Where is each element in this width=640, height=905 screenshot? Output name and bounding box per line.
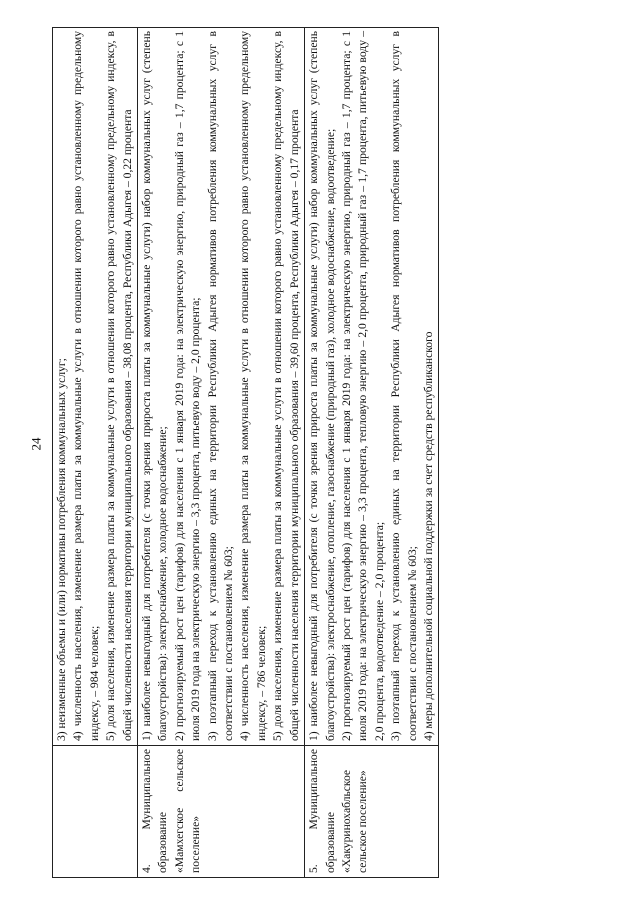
page-number: 24 [28,437,44,451]
condition-item: 2) прогнозируемый рост цен (тарифов) для населения с 1 января 2019 года: на электрическую энергию, природный газ – 1,7 процента; с 1 июля 2019 года: на электрическую энергию – 3,3 процента, тепловую энергию – 2,0 процента, природный газ – 1,7 процента, питьевую воду – 2,0 процента, водоотведение – 2,0 процента; [339,31,386,741]
condition-item: 2) прогнозируемый рост цен (тарифов) для населения с 1 января 2019 года: на электрическую энергию, природный газ – 1,7 процента; с 1 июля 2019 года на электрическую энергию – 3,3 процента, питьевую воду – 2,0 процента; [172,31,203,741]
conditions-cell [138,28,305,746]
municipality-name-cell: 4. Муниципальное образование «Мамхегское сельское поселение» [138,746,305,878]
condition-item: 4) меры дополнительной социальной поддержки за счет средств республиканского [421,331,435,741]
conditions-cell [53,28,138,746]
condition-item: 4) численность населения, изменение размера платы за коммунальные услуги в отношении которого равно установленному предельному индексу, – 786 человек; [238,31,268,741]
rotated-table-sheet [52,28,612,878]
table-row [138,28,305,878]
conditions-cell [305,28,439,746]
condition-item: 4) численность населения, изменение размера платы за коммунальные услуги в отношении которого равно установленному предельному индексу, – 984 человек; [71,31,101,741]
table-row [53,28,138,878]
municipality-name-cell: 5. Муниципальное образование «Хакуринохабльское сельское поселение» [305,746,439,878]
condition-item: 5) доля населения, изменение размера платы за коммунальные услуги в отношении которого равно установленному предельному индексу, в общей численности населения территории муниципального образования – 38,08 процента, Республики Адыгея – 0,22 процента [104,31,134,741]
table-row [305,28,439,878]
municipality-name-cell [53,746,138,878]
condition-item: 3) поэтапный переход к установлению единых на территории Республики Адыгея нормативов потребления коммунальных услуг в соответствии с постановлением № 603; [205,31,236,741]
condition-item: 1) наиболее невыгодный для потребителя (с точки зрения прироста платы за коммунальные услуги) набор коммунальных услуг (степень благоустройства): электроснабжение, отопление, газоснабжение (природный газ), холодное водоснабжение, водоотведение; [307,31,337,741]
condition-item: 3) неизменные объемы и (или) нормативы потребления коммунальных услуг; [55,358,68,741]
indices-table [52,27,439,878]
condition-item: 1) наиболее невыгодный для потребителя (с точки зрения прироста платы за коммунальные услуги) набор коммунальных услуг (степень благоустройства): электроснабжение, холодное водоснабжение; [140,31,170,741]
condition-item: 5) доля населения, изменение размера платы за коммунальные услуги в отношении которого равно установленному предельному индексу, в общей численности населения территории муниципального образования – 39,60 процента, Республики Адыгея – 0,17 процента [271,31,301,741]
condition-item: 3) поэтапный переход к установлению единых на территории Республики Адыгея нормативов потребления коммунальных услуг в соответствии с постановлением № 603; [389,31,419,741]
